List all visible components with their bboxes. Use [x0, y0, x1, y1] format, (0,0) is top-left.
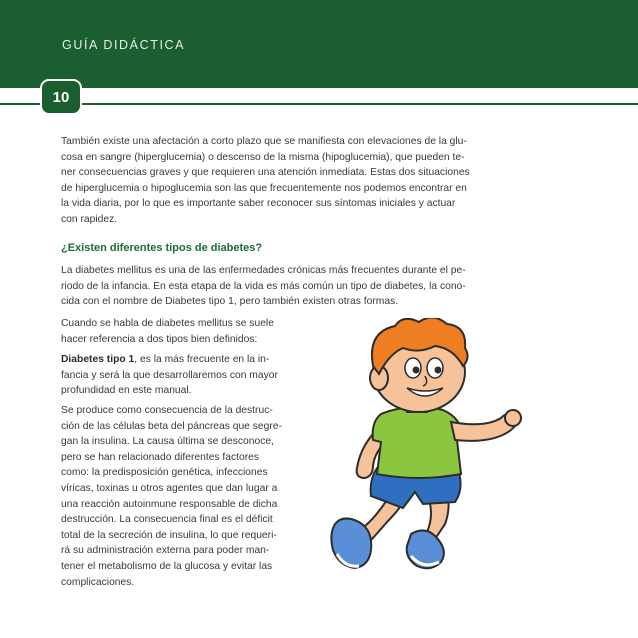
- right-pupil: [435, 367, 442, 374]
- cause-line: Se produce como consecuencia de la destruc-: [61, 405, 273, 416]
- intro-line: la vida diaria, por lo que es importante saber reconocer sus síntomas iniciales y actuar: [61, 198, 456, 210]
- cause-line: total de la secreción de insulina, lo que requeri-: [61, 529, 277, 541]
- section-paragraph: [61, 263, 517, 310]
- types-intro-line: Cuando se habla de diabetes mellitus se suele: [61, 318, 274, 329]
- intro-paragraph: [61, 134, 517, 228]
- type1-line: [61, 352, 309, 368]
- cause-line: pero se han relacionado diferentes factores: [61, 451, 260, 463]
- header-rule: [0, 103, 638, 105]
- cause-paragraph: [61, 403, 309, 590]
- cause-line: gan la insulina. La causa última se desconoce,: [61, 436, 274, 448]
- type1-line: fancia y será la que desarrollaremos con mayor: [61, 369, 278, 381]
- cause-line: complicaciones.: [61, 576, 135, 588]
- cause-line: destrucción. La consecuencia final es el déficit: [61, 514, 273, 526]
- cause-line: tener el metabolismo de la glucosa y evitar las: [61, 560, 273, 572]
- section-line: La diabetes mellitus es una de las enfermedades crónicas más frecuentes durante el pe-: [61, 265, 466, 276]
- type1-paragraph: [61, 352, 309, 399]
- header-band: [0, 0, 638, 88]
- intro-line: cosa en sangre (hiperglucemia) o descenso de la misma (hipoglucemia), que pueden te-: [61, 151, 465, 163]
- cause-line: como: la predisposición genética, infecciones: [61, 467, 268, 479]
- back-shoe: [331, 518, 371, 568]
- header-title: GUÍA DIDÁCTICA: [62, 38, 186, 52]
- cause-line: una reacción autoinmune responsable de dicha: [61, 498, 278, 510]
- fist: [505, 410, 521, 426]
- types-intro-line: hacer referencia a dos tipos bien definidos:: [61, 333, 258, 345]
- cause-line: ción de las células beta del páncreas que segre-: [61, 420, 282, 432]
- type1-term: Diabetes tipo 1: [61, 354, 135, 365]
- cause-line: víricas, toxinas u otros agentes que dan lugar a: [61, 482, 278, 494]
- left-pupil: [413, 367, 420, 374]
- type1-line: profundidad en este manual.: [61, 385, 192, 397]
- cause-line: rá su administración externa para poder man-: [61, 545, 270, 557]
- running-boy-illustration: [315, 318, 535, 580]
- section-line: riodo de la infancia. En esta etapa de la vida es más común un tipo de diabetes, la cono-: [61, 280, 466, 292]
- intro-line: ner consecuencias graves y que requieren una atención inmediata. Estas dos situaciones: [61, 167, 470, 179]
- section-line: cida con el nombre de Diabetes tipo 1, pero también existen otras formas.: [61, 296, 399, 308]
- intro-line: de hiperglucemia o hipoglucemia son las que frecuentemente nos podemos encontrar en: [61, 182, 467, 194]
- intro-line: También existe una afectación a corto plazo que se manifiesta con elevaciones de la glu-: [61, 136, 467, 147]
- section-heading: ¿Existen diferentes tipos de diabetes?: [61, 242, 263, 254]
- page-number-badge: 10: [40, 79, 82, 115]
- type1-first-rest: , es la más frecuente en la in-: [134, 354, 270, 365]
- shirt: [373, 407, 463, 478]
- types-intro-paragraph: [61, 316, 309, 347]
- intro-line: con rapidez.: [61, 213, 118, 225]
